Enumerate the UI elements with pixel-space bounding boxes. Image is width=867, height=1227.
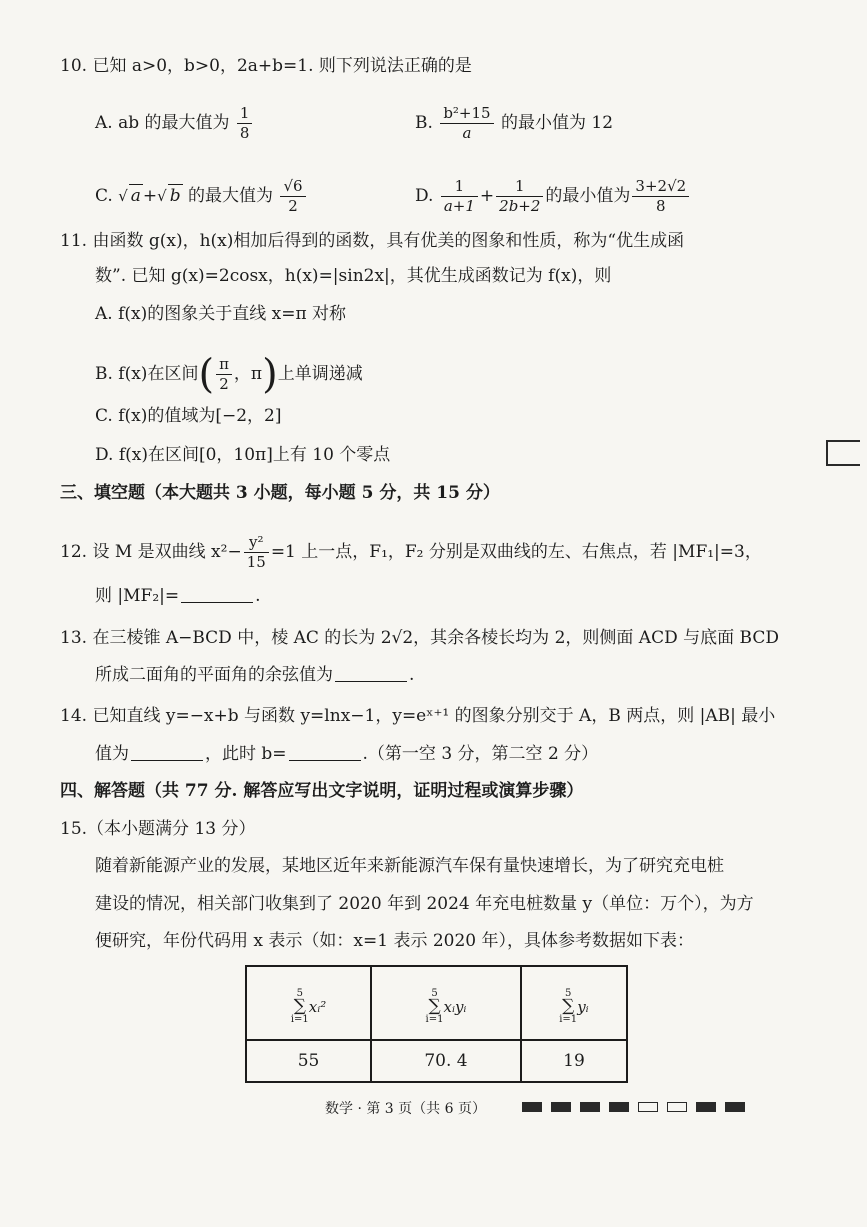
marker-filled: [696, 1102, 716, 1112]
q10-b-fraction: $\frac{\text{b²+15}}{a}$: [440, 104, 493, 143]
q11-option-d: D. f(x)在区间[0，10π]上有 10 个零点: [95, 445, 391, 465]
q12-line-1: 12. 设 M 是双曲线 x²− $\frac{\text{y²}}{15}$ =1 上一点，F₁，F₂ 分别是双曲线的左、右焦点，若 |MF₁|=3，: [60, 533, 762, 571]
q11-b-fraction: $\frac{\pi}{2}$: [216, 355, 232, 394]
q15-data-table: [245, 965, 628, 1083]
q11-option-b: B. f(x)在区间( $\frac{\pi}{2}$ ，π)上单调递减: [95, 351, 363, 398]
table-cell: 19: [521, 1040, 627, 1082]
table-cell: 70. 4: [371, 1040, 521, 1082]
q11-option-c: C. f(x)的值域为[−2，2]: [95, 406, 282, 426]
marker-filled: [609, 1102, 629, 1112]
marker-filled: [725, 1102, 745, 1112]
q11-line-1: 11. 由函数 g(x)，h(x)相加后得到的函数，具有优美的图象和性质，称为“优生成函: [60, 231, 685, 251]
marker-filled: [551, 1102, 571, 1112]
marker-empty: [667, 1102, 687, 1112]
marker-filled: [522, 1102, 542, 1112]
q10-d-fraction-3: $\frac{3+2√2}{8}$: [632, 177, 689, 216]
answer-blank: [131, 760, 203, 761]
q11-line-2: 数”. 已知 g(x)=2cosx，h(x)=|sin2x|，其优生成函数记为 f(x)，则: [95, 266, 612, 286]
table-header-cell: 5 ∑ i=1 yᵢ: [521, 966, 627, 1040]
q15-paragraph-3: 便研究，年份代码用 x 表示（如：x=1 表示 2020 年），具体参考数据如下表：: [95, 931, 695, 951]
table-header-cell: 5 ∑ i=1 xᵢ²: [246, 966, 371, 1040]
q10-option-b: B. $\frac{\text{b²+15}}{a}$ 的最小值为 12: [415, 104, 614, 142]
q15-paragraph-2: 建设的情况，相关部门收集到了 2020 年到 2024 年充电桩数量 y（单位：万个），为方: [95, 894, 754, 914]
q11-option-a: A. f(x)的图象关于直线 x=π 对称: [95, 304, 347, 324]
margin-bracket-mark: [826, 440, 860, 466]
q10-option-d: D. $\frac{1}{a+1}$ + $\frac{1}{2b+2}$ 的最小值为 $\frac{3+2√2}{8}$: [415, 177, 691, 216]
q10-a-fraction: $\frac{1}{8}$: [237, 104, 253, 143]
q10-d-fraction-2: $\frac{1}{2b+2}$: [496, 177, 543, 216]
q10-c-fraction: $\frac{√6}{2}$: [280, 177, 305, 216]
section-4-heading: 四、解答题（共 77 分. 解答应写出文字说明，证明过程或演算步骤）: [60, 781, 584, 801]
table-header-cell: 5 ∑ i=1 xᵢyᵢ: [371, 966, 521, 1040]
answer-blank: [181, 602, 253, 603]
answer-blank: [289, 760, 361, 761]
marker-filled: [580, 1102, 600, 1112]
q15-heading: 15.（本小题满分 13 分）: [60, 819, 256, 839]
table-cell: 55: [246, 1040, 371, 1082]
q10-stem: 10. 已知 a>0，b>0，2a+b=1. 则下列说法正确的是: [60, 56, 472, 76]
table-row: [246, 1040, 627, 1082]
table-header-row: [246, 966, 627, 1040]
q13-line-2: 所成二面角的平面角的余弦值为 .: [95, 665, 415, 685]
q12-line-2: 则 |MF₂|= .: [95, 586, 261, 606]
marker-empty: [638, 1102, 658, 1112]
page-footer: 数学 · 第 3 页（共 6 页）: [325, 1101, 486, 1117]
q10-option-c: C. √ a +√ b 的最大值为 $\frac{√6}{2}$: [95, 177, 308, 216]
q14-line-2: 值为 ，此时 b= .（第一空 3 分，第二空 2 分）: [95, 744, 599, 764]
section-3-heading: 三、填空题（本大题共 3 小题，每小题 5 分，共 15 分）: [60, 483, 500, 503]
q12-fraction: $\frac{\text{y²}}{15}$: [244, 533, 269, 572]
sqrt-a-plus-sqrt-b: √ a +√ b: [118, 186, 181, 206]
q15-paragraph-1: 随着新能源产业的发展，某地区近年来新能源汽车保有量快速增长，为了研究充电桩: [95, 856, 724, 876]
q10-option-a: A. ab 的最大值为 $\frac{1}{8}$: [95, 104, 254, 143]
answer-blank: [335, 681, 407, 682]
q14-line-1: 14. 已知直线 y=−x+b 与函数 y=lnx−1，y=eˣ⁺¹ 的图象分别交于 A，B 两点，则 |AB| 最小: [60, 706, 776, 726]
q10-d-fraction-1: $\frac{1}{a+1}$: [441, 177, 478, 216]
q13-line-1: 13. 在三棱锥 A−BCD 中，棱 AC 的长为 2√2，其余各棱长均为 2，则侧面 ACD 与底面 BCD: [60, 628, 779, 648]
